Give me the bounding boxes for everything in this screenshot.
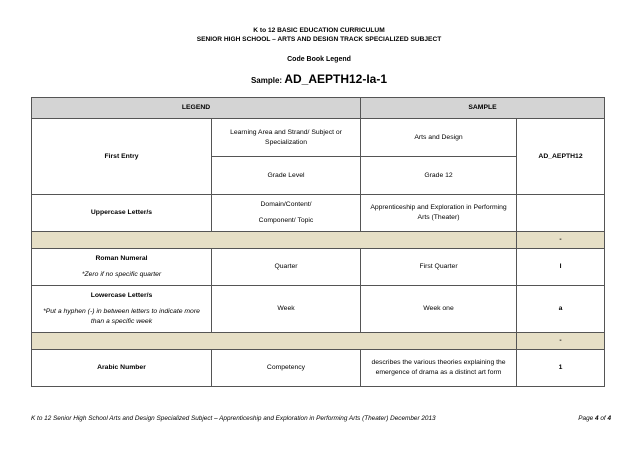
uppercase-label: Uppercase Letter/s: [32, 195, 212, 232]
first-entry-code: AD_AEPTH12: [517, 119, 605, 195]
grade-level-cell: Grade Level: [212, 157, 361, 195]
first-entry-label: First Entry: [32, 119, 212, 195]
week-code: a: [517, 286, 605, 333]
page-current: 4: [594, 415, 599, 422]
separator-row: [32, 333, 605, 350]
learning-area-sample: Arts and Design: [361, 119, 517, 157]
roman-numeral-label: Roman Numeral: [95, 255, 148, 263]
sample-header: SAMPLE: [361, 98, 605, 119]
domain-line-1: Domain/Content/: [260, 201, 312, 209]
domain-line-2: Component/ Topic: [258, 217, 314, 224]
separator-band: [32, 232, 517, 249]
track-title: SENIOR HIGH SCHOOL – ARTS AND DESIGN TRACK SPECIALIZED SUBJECT: [196, 36, 442, 43]
quarter-sample: First Quarter: [361, 249, 517, 286]
page-word: Page: [578, 415, 595, 422]
table-header-row: [32, 98, 605, 119]
sample-prefix: Sample:: [250, 76, 285, 85]
quarter-code: I: [517, 249, 605, 286]
separator-dash: -: [517, 333, 605, 350]
table-row: [32, 195, 605, 232]
table-row: [32, 119, 605, 157]
domain-cell: [212, 195, 361, 232]
domain-sample: Apprenticeship and Exploration in Performing Arts (Theater): [361, 195, 517, 232]
page-footer: [31, 415, 611, 422]
roman-numeral-cell: [32, 249, 212, 286]
domain-code: [517, 195, 605, 232]
sample-line: [0, 72, 638, 86]
table-row: [32, 249, 605, 286]
legend-table: [31, 97, 605, 387]
arabic-number-label: Arabic Number: [32, 350, 212, 387]
code-book-legend-title: Code Book Legend: [287, 56, 351, 63]
separator-band: [32, 333, 517, 350]
competency-sample: describes the various theories explaining the emergence of drama as a distinct art form: [361, 350, 517, 387]
sample-code: AD_AEPTH12-Ia-1: [284, 72, 388, 86]
table-row: [32, 286, 605, 333]
lowercase-note: *Put a hyphen (-) in between letters to indicate more than a specific week: [43, 308, 200, 325]
separator-row: [32, 232, 605, 249]
quarter-cell: Quarter: [212, 249, 361, 286]
curriculum-title: K to 12 BASIC EDUCATION CURRICULUM: [253, 27, 385, 34]
footer-text: K to 12 Senior High School Arts and Design Specialized Subject – Apprenticeship and Exploration in Performing Arts (Theater) December 2013: [31, 415, 436, 422]
learning-area-cell: Learning Area and Strand/ Subject or Specialization: [212, 119, 361, 157]
legend-header: LEGEND: [32, 98, 361, 119]
page-total: 4: [607, 415, 611, 422]
of-word: of: [598, 415, 608, 422]
week-sample: Week one: [361, 286, 517, 333]
competency-code: 1: [517, 350, 605, 387]
separator-dash: -: [517, 232, 605, 249]
roman-numeral-note: *Zero if no specific quarter: [81, 271, 162, 278]
page-number: [578, 415, 611, 422]
lowercase-cell: [32, 286, 212, 333]
competency-cell: Competency: [212, 350, 361, 387]
table-row: [32, 350, 605, 387]
grade-level-sample: Grade 12: [361, 157, 517, 195]
lowercase-label: Lowercase Letter/s: [90, 292, 153, 300]
week-cell: Week: [212, 286, 361, 333]
